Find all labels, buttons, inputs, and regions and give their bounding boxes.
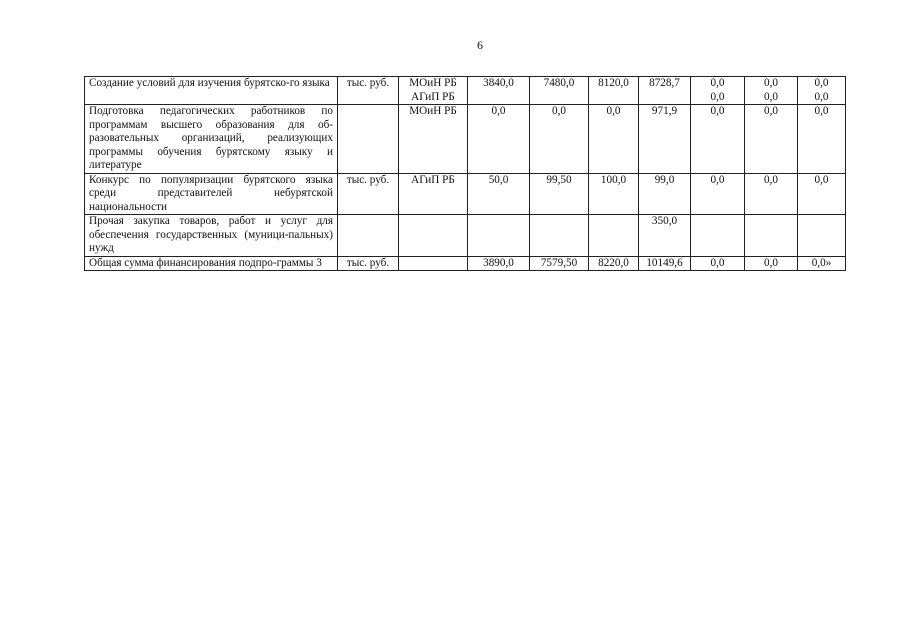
value-text: 0,0 [764, 173, 778, 186]
row-title-cell: Конкурс по популяризации бурятского языка среди представителей небурятской национальности [85, 173, 338, 215]
value-text: 8120,0 [598, 77, 629, 89]
unit-cell: тыс. руб. [338, 173, 399, 215]
value-text: 10149,6 [646, 256, 683, 269]
value-cell [798, 173, 846, 215]
value-cell [530, 256, 589, 271]
value-text: 0,0 [764, 90, 778, 103]
value-cell [639, 256, 691, 271]
table-row [85, 256, 846, 271]
table-row [85, 77, 846, 105]
value-cell [691, 77, 745, 105]
value-text: 0,0 [814, 77, 829, 89]
unit-cell: тыс. руб. [338, 256, 399, 271]
financing-table [84, 76, 846, 271]
value-text: 99,0 [654, 173, 675, 186]
agency-cell [399, 215, 468, 257]
table-row [85, 173, 846, 215]
value-text: 3890,0 [483, 256, 514, 269]
value-text: 0,0 [491, 105, 506, 117]
row-title-cell: Создание условий для изучения бурятско-го языка [85, 77, 338, 105]
value-cell [589, 256, 639, 271]
value-cell [639, 215, 691, 257]
unit-cell: тыс. руб. [338, 77, 399, 105]
row-title-cell: Общая сумма финансирования подпро-граммы 3 [85, 256, 338, 271]
value-text: 350,0 [651, 215, 678, 227]
value-cell [589, 173, 639, 215]
value-text: 0,0 [606, 105, 621, 117]
value-text: 0,0 [710, 105, 725, 117]
value-text: 3840,0 [483, 77, 514, 89]
agency-label: МОиН РБ [409, 105, 457, 117]
value-text: 7579,50 [540, 256, 578, 269]
agency-cell [399, 173, 468, 215]
agency-cell [399, 105, 468, 174]
value-cell [589, 215, 639, 257]
value-text: 0,0 [814, 173, 829, 186]
value-text: 0,0 [814, 90, 829, 103]
value-text: 100,0 [600, 173, 627, 186]
value-cell [798, 77, 846, 105]
value-text: 0,0 [764, 77, 778, 89]
value-text: 0,0 [710, 90, 725, 103]
value-cell [639, 173, 691, 215]
agency-label: МОиН РБ [409, 77, 457, 89]
table-body [85, 77, 846, 271]
value-cell [468, 215, 530, 257]
value-cell [530, 105, 589, 174]
value-cell [798, 215, 846, 257]
agency-cell [399, 77, 468, 105]
value-cell [468, 256, 530, 271]
agency-label: АГиП РБ [411, 90, 455, 103]
page-number: 6 [477, 38, 483, 52]
value-text: 8728,7 [649, 77, 680, 89]
value-cell [798, 105, 846, 174]
value-cell [639, 77, 691, 105]
value-cell [745, 105, 798, 174]
value-text: 50,0 [488, 173, 509, 186]
value-cell [691, 215, 745, 257]
value-text: 0,0 [814, 105, 829, 117]
value-cell [530, 77, 589, 105]
value-text: 0,0 [710, 77, 725, 89]
value-text: 99,50 [546, 173, 572, 186]
value-text: 971,9 [651, 105, 678, 117]
value-cell [798, 256, 846, 271]
value-cell [468, 77, 530, 105]
table-row [85, 105, 846, 174]
agency-label [401, 257, 465, 271]
value-text: 8220,0 [598, 256, 629, 269]
row-title-cell: Подготовка педагогических работников по программам высшего образования для об-разовательных организаций, реализующих программы обучения бурятскому языку и литературе [85, 105, 338, 174]
value-text: 0,0 [710, 256, 725, 269]
value-text: 0,0 [764, 105, 778, 117]
value-cell [468, 173, 530, 215]
value-cell [468, 105, 530, 174]
value-cell [691, 173, 745, 215]
value-text: 0,0 [710, 173, 725, 186]
value-text: 0,0» [811, 256, 832, 269]
value-cell [589, 105, 639, 174]
value-cell [745, 77, 798, 105]
agency-label [401, 215, 465, 229]
unit-cell [338, 105, 399, 174]
agency-cell [399, 256, 468, 271]
value-text: 0,0 [552, 105, 566, 117]
value-cell [589, 77, 639, 105]
row-title-cell: Прочая закупка товаров, работ и услуг для обеспечения государственных (муници-пальных) нужд [85, 215, 338, 257]
value-cell [530, 215, 589, 257]
value-cell [639, 105, 691, 174]
value-cell [691, 105, 745, 174]
unit-cell [338, 215, 399, 257]
value-cell [530, 173, 589, 215]
agency-label: АГиП РБ [411, 173, 455, 186]
value-cell [745, 256, 798, 271]
value-cell [745, 173, 798, 215]
value-text: 0,0 [764, 256, 778, 269]
table-row [85, 215, 846, 257]
value-cell [745, 215, 798, 257]
value-text: 7480,0 [543, 77, 575, 89]
value-cell [691, 256, 745, 271]
